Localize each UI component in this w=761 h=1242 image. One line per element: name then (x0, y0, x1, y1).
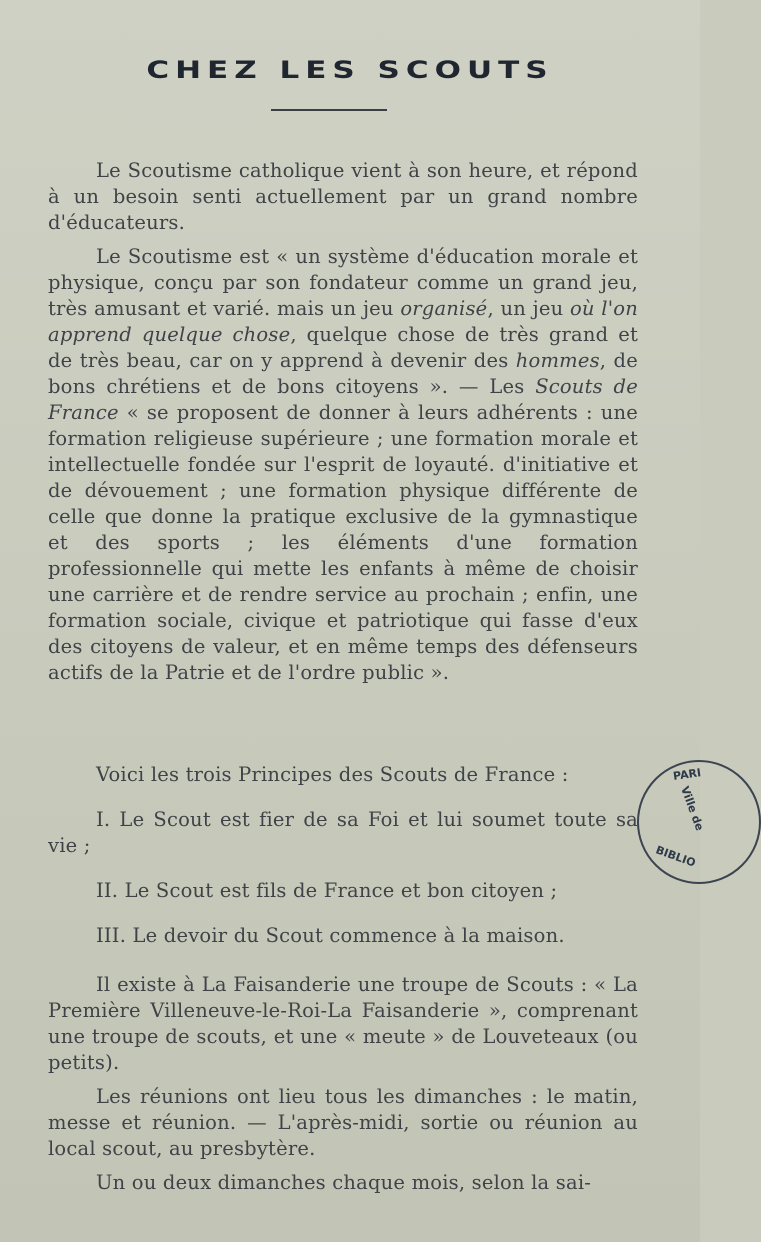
principle-3: III. Le devoir du Scout commence à la maison. (96, 924, 565, 947)
italic-run: organisé (400, 297, 488, 320)
stamp-text-side: Ville de (678, 784, 707, 833)
stamp-text-bottom: BIBLIO (654, 843, 698, 870)
page-title: CHEZ LES SCOUTS (146, 55, 554, 85)
section-troupe (48, 972, 638, 1204)
text-run: Le Scoutisme est « un système d'éducation morale et physique, conçu par son fondateur comme un grand jeu, très amusant et varié. mais un jeu (48, 245, 638, 320)
principles-intro: Voici les trois Principes des Scouts de France : (96, 763, 569, 786)
paragraph-troupe: Il existe à La Faisanderie une troupe de Scouts : « La Première Villeneuve-le-Roi-La Faisanderie », comprenant une troupe de scouts, et une « meute » de Louveteaux (ou petits). (48, 973, 638, 1074)
principle-2: II. Le Scout est fils de France et bon citoyen ; (96, 879, 558, 902)
italic-run: hommes (515, 349, 600, 372)
italic-run: Scouts de France (48, 375, 638, 424)
text-run: « se proposent de donner à leurs adhérents : une formation religieuse supérieure ; une formation morale et intellectuelle fondée sur l'esprit de loyauté. d'initiative et de dévouement ; une formation physique différente de celle que donne la pratique exclusive de la gymnastique et des sports ; les éléments d'une formation professionnelle qui mette les enfants à même de choisir une carrière et de rendre service au prochain ; enfin, une formation sociale, civique et patriotique qui fasse d'eux des citoyens de valeur, et en même temps des défenseurs actifs de la Patrie et de l'ordre public ». (48, 401, 638, 684)
paragraph-2 (48, 244, 638, 686)
section-principles (48, 762, 638, 949)
text-run: , un jeu (487, 297, 570, 320)
paragraph-dimanches: Un ou deux dimanches chaque mois, selon la sai- (96, 1171, 592, 1194)
italic-run: où l'on apprend quelque chose (48, 297, 638, 346)
section-intro (48, 158, 638, 694)
principle-1: I. Le Scout est fier de sa Foi et lui soumet toute sa vie ; (48, 808, 638, 857)
text-run: , de bons chrétiens et de bons citoyens ». — Les (48, 349, 638, 398)
paragraph-1: Le Scoutisme catholique vient à son heure, et répond à un besoin senti actuellement par un grand nombre d'éducateurs. (48, 159, 638, 234)
library-stamp (637, 760, 761, 884)
title-rule (271, 109, 387, 111)
stamp-text-top: PARI (672, 766, 702, 783)
paragraph-reunions: Les réunions ont lieu tous les dimanches : le matin, messe et réunion. — L'après-midi, sortie ou réunion au local scout, au presbytère. (48, 1085, 638, 1160)
text-run: , quelque chose de très grand et de très beau, car on y apprend à devenir des (48, 323, 638, 372)
